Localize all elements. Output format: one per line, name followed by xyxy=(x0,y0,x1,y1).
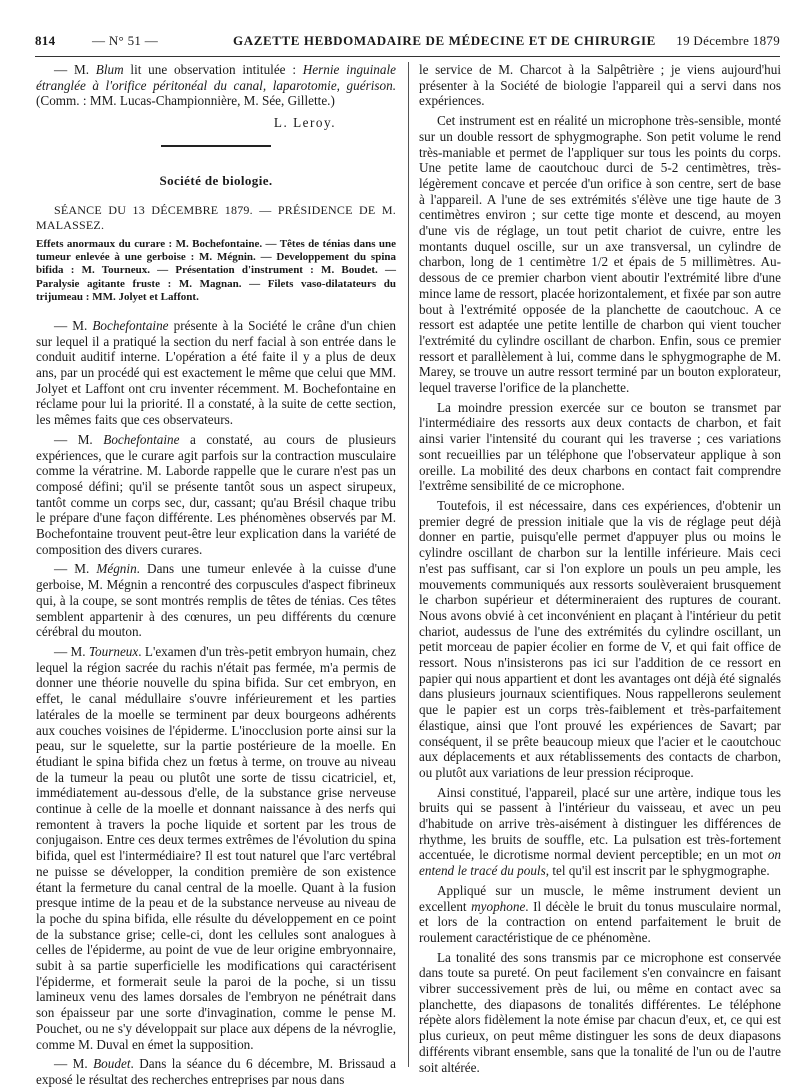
blum-paragraph: — M. Blum lit une observation intitulée : Hernie inguinale étranglée à l'orifice péritonéal du canal, laparotomie, guérison. (Comm. : MM. Lucas-Championnière, M. Sée, Gillette.) xyxy=(36,62,396,109)
section-title: Société de biologie. xyxy=(159,172,273,188)
paragraph-tourneux: — M. Tourneux. L'examen d'un très-petit embryon humain, chez lequel la région sacrée du rachis n'était pas fermée, m'a permis de donner une théorie nouvelle du spina bifida. Sur cet embryon, en effet, le canal médullaire s'ouvre inférieurement et les parties latérales de la moelle se terminent par deux bourgeons adhérents aux couches voisines de l'épiderme. L'inocclusion porte ainsi sur la peau, sur le squelette, sur la partie postérieure de la moelle. En étudiant le spina bifida chez un fœtus à terme, on trouve au niveau de la tumeur la peau ou plutôt une sorte de tissu cicatriciel, et, immédiatement au-dessous d'elle, de la substance grise nerveuse continue à celle de la moelle et donnant naissance à des nerfs qui remontent à travers la poche liquide et sortent par les trous de conjugaison. Entre ces deux termes extrêmes de l'évolution du spina bifida, quel est l'intermédiaire? Il est tout naturel que l'arc vertébral ne puisse se développer, la condition première de son existence étant la fermeture du canal central de la moelle. Quant à la fusion presque intime de la peau et de la substance nerveuse au niveau de la poche du spina bifida, elle résulte du développement en ce point de la substance grise; celle-ci, dont les cellules sont analogues à celles de l'épiderme, au point de vue de leur origine embryonnaire, subit à sa partie superficielle les modifications qui caractérisent l'épiderme, et formerait seule la paroi de la poche, si un tissu lamineux venu des lames dorsales de l'embryon ne pénétrait dans son épaisseur par une sorte d'invagination, comme le pense M. Pouchet, ou ne s'y développait sur place aux dépens de la névroglie, comme M. Duval en émet la supposition. xyxy=(36,644,396,1052)
paragraph-continuation: le service de M. Charcot à la Salpêtrière ; je viens aujourd'hui présenter à la Société de biologie l'appareil qui a servi dans nos expériences. xyxy=(419,62,781,109)
section-divider xyxy=(161,145,271,147)
paragraph-pression: La moindre pression exercée sur ce bouton se transmet par l'intermédiaire des ressorts aux deux contacts de charbon, et fait ainsi varier l'intensité du courant qui les traverse ; ces variations sont recueillies par un téléphone que l'observateur applique à son oreille. La mobilité des deux charbons en contact fait comprendre l'extrême sensibilité de ce microphone. xyxy=(419,399,781,494)
left-column xyxy=(36,62,396,1092)
journal-title: GAZETTE HEBDOMADAIRE DE MÉDECINE ET DE CHIRURGIE xyxy=(233,33,656,48)
seance-line: SÉANCE DU 13 DÉCEMBRE 1879. — PRÉSIDENCE DE M. MALASSEZ. xyxy=(36,202,396,233)
paragraph-bochefontaine-2: — M. Bochefontaine a constaté, au cours de plusieurs expériences, que le curare agit parfois sur la contraction musculaire comme la vératrine. M. Laborde rappelle que le curare n'est pas un composé défini; qu'il se présente tantôt sous un aspect sirupeux, tantôt comme un corps sec, dur, cassant; qu'au Brésil chaque tribu le prépare d'une façon différente. Les phénomènes observés par M. Bochefontaine trouvent peut-être leur explication dans la variété de composition des divers curares. xyxy=(36,431,396,557)
paragraph-boudet: — M. Boudet. Dans la séance du 6 décembre, M. Brissaud a exposé le résultat des recherches entreprises par nous dans xyxy=(36,1056,396,1087)
page-number: 814 xyxy=(35,33,56,48)
paragraph-megnin: — M. Mégnin. Dans une tumeur enlevée à la cuisse d'une gerboise, M. Mégnin a rencontré des corpuscules d'aspect fibrineux qui, à la coupe, se sont montrés remplis de têtes de ténias. Ces têtes semblent appartenir à des cœnures, un peu différents du cœnure cérébral du mouton. xyxy=(36,561,396,640)
paragraph-toutefois: Toutefois, il est nécessaire, dans ces expériences, d'obtenir un premier degré de pression initiale que la vis de réglage peut déjà donner en partie, puisqu'elle permet d'appuyer plus ou moins le cylindre oscillant de charbon sur la lentille inférieure. Mais ceci n'est pas suffisant, car si l'on explore un pouls un peu ample, les mouvements communiqués aux ressorts soulèveraient brusquement le charbon supérieur et détermineraient des ruptures de courant. Nous avons obvié à cet inconvénient en plaçant à l'intérieur du petit chariot, audessus de l'une des extrémités du cylindre oscillant, un petit morceau de papier écolier en forme de V, et qui fait office de ressort. Nous n'insisterons pas ici sur l'addition de ce ressort en papier qui nous appartient et dont les avantages ont déjà été signalés dans plusieurs journaux scientifiques. Nous rappellerons seulement que le papier est un corps très-faiblement et très-parfaitement élastique, ainsi que l'ont prouvé les expériences de Savart; par conséquent, il se prête beaucoup mieux que l'acier et le caoutchouc aux déplacements et aux rétablissements des contacts de charbon, ou plutôt aux variations de leur pression réciproque. xyxy=(419,497,781,780)
column-divider xyxy=(408,62,409,1067)
communication-title: Hernie inguinale étranglée à l'orifice péritonéal du canal, laparotomie, guérison. xyxy=(36,62,396,93)
session-summary: Effets anormaux du curare : M. Bochefontaine. — Têtes de ténias dans une tumeur enlevée à une gerboise : M. Mégnin. — Developpement du spina bifida : M. Tourneux. — Présentation d'instrument : M. Boudet. — Paralysie agitante fruste : M. Magnan. — Filets vaso-dilatateurs du trijumeau : MM. Jolyet et Laffont. xyxy=(36,237,396,303)
paragraph-muscle: Appliqué sur un muscle, le même instrument devient un excellent myophone. Il décèle le bruit du tonus musculaire normal, et lors de la contraction on entend parfaitement le bruit de roulement caractéristique de ce phénomène. xyxy=(419,882,782,945)
signature: L. Leroy. xyxy=(273,115,336,131)
paragraph-tonalite: La tonalité des sons transmis par ce microphone est conservée dans toute sa pureté. On peut facilement s'en convaincre en faisant vibrer successivement près de lui, ou même en contact avec sa planchette, des diapasons de tonalités différentes. Le téléphone répète alors fidèlement la note émise par chacun d'eux, et, ce qui est plus curieux, on peut même distinguer les sons de deux diapasons différents vibrant ensemble, sans que la tonalité de l'un ou de l'autre soit altérée. xyxy=(419,949,781,1075)
right-column xyxy=(419,62,781,1079)
issue-date: 19 Décembre 1879 xyxy=(676,33,780,48)
running-header xyxy=(35,30,780,52)
header-rule xyxy=(35,56,780,57)
issue-number: — N° 51 — xyxy=(92,33,159,48)
paragraph-instrument: Cet instrument est en réalité un microphone très-sensible, monté sur un double ressort de sphygmographe. Son petit volume le rend très-maniable et permet de l'appliquer sur tous les points du corps. Une petite lame de caoutchouc durci de 5-2 centimètres, très-légèrement concave et percée d'un orifice à son centre, sert de base à l'appareil. A l'une de ses extrémités s'élève une tige haute de 3 centimètres environ ; sur cette tige monte et descend, au moyen d'une vis de réglage, un tout petit chariot de cuivre, entre les montants duquel oscille, sur un axe transversal, un cylindre de charbon, long de 1 centimètre 1/2 et épais de 5 millimètres. Au-dessous de ce premier charbon vient aboutir l'extrémité libre d'une mince lame de ressort, placée horizontalement, et fixée par son autre bout à l'extrémité opposée de la planchette de caoutchouc. A ce ressort est adaptée une petite lentille de charbon qui vient toucher l'extrémité du cylindre oscillant de charbon. Enfin, sous ce premier ressort et parallèlement à lui, comme dans le sphygmographe de M. Marey, se trouve un autre ressort terminé par un bouton explorateur, lequel traverse l'orifice de la planchette. xyxy=(419,113,781,396)
paragraph-bochefontaine-1: — M. Bochefontaine présente à la Société le crâne d'un chien sur lequel il a pratiqué la section du nerf facial à son entrée dans le conduit auditif interne. L'opération a été faite il y a plus de deux ans, par un procédé qui est exactement le même que celui que MM. Jolyet et Laffont ont cru inventer récemment. M. Bochefontaine en réclame pour lui la priorité. Il a constaté, à la suite de cette section, les mêmes faits que ces observateurs. xyxy=(36,317,396,428)
paragraph-artere: Ainsi constitué, l'appareil, placé sur une artère, indique tous les bruits qui se passent à l'intérieur du vaisseau, et avec un peu d'habitude on arrive très-aisément à distinguer les différences de rhythme, les bruits de souffle, etc. La pulsation est très-fortement accentuée, le dicrotisme normal devient perceptible; en un mot on entend le tracé du pouls, tel qu'il est inscrit par le sphygmographe. xyxy=(419,784,781,879)
author-name: Blum xyxy=(95,62,124,77)
